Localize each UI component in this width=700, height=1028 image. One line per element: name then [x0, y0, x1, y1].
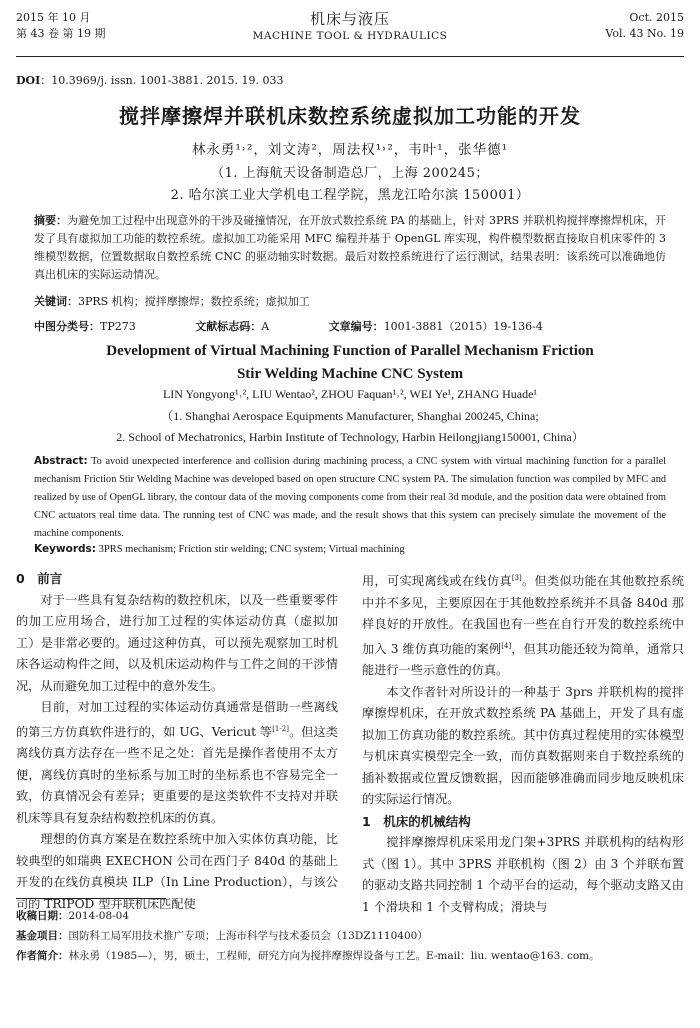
- classification-line: [34, 318, 599, 334]
- abstract-en-text: To avoid unexpected interference and collision during machining process, a CNC system with virtual machining function for a parallel mechanism Friction Stir Welding Machine was developed based on open structure CNC system PA. The simulation function was compiled by MFC and realized by use of OpenGL library, the contour data of the moving components come from their real 3d module, and the position data were obtained from CNC actuators real time data. The running test of CNC was made, and the result shows that this system can precisely simulate the movement of the machine components.: [34, 456, 667, 539]
- affiliation-en-2: 2. School of Mechatronics, Harbin Institute of Technology, Harbin Heilongjiang150001, China）: [116, 430, 584, 444]
- keywords-cn: [34, 293, 666, 311]
- paragraph: [362, 568, 684, 682]
- doi-value[interactable]: 10.3969/j. issn. 1001-3881. 2015. 19. 033: [51, 74, 284, 87]
- header-date: 2015 年 10 月: [16, 11, 91, 24]
- paper-title-cn: 搅拌摩擦焊并联机床数控系统虚拟加工功能的开发: [119, 104, 581, 128]
- header-center: [16, 10, 684, 44]
- doc-value: A: [261, 320, 270, 333]
- running-header: [16, 10, 684, 54]
- header-volume: 第 43 卷 第 19 期: [16, 27, 106, 40]
- keywords-en: [34, 543, 666, 555]
- citation-ref[interactable]: [1-2]: [272, 724, 289, 733]
- footnotes: [16, 906, 684, 966]
- paragraph: [16, 697, 338, 829]
- clc-value: TP273: [100, 320, 136, 333]
- paragraph-text: 用，可实现离线或在线仿真: [362, 574, 512, 589]
- citation-ref[interactable]: [4]: [501, 641, 512, 650]
- paper-title-en: [0, 340, 700, 386]
- doc-code: [195, 320, 297, 333]
- doi-line: DOI：10.3969/j. issn. 1001-3881. 2015. 19. 033: [16, 74, 284, 87]
- article-value: 1001-3881（2015）19-136-4: [383, 320, 543, 333]
- affiliation-cn-2: 2. 哈尔滨工业大学机电工程学院，黑龙江哈尔滨 150001）: [170, 188, 530, 203]
- paragraph: 理想的仿真方案是在数控系统中加入实体仿真功能，比较典型的如瑞典 EXECHON 公司在西门子 840d 的基础上开发的在线仿真模块 ILP（In Line Production），与该公司的 TRIPOD 型并联机床匹配使: [16, 832, 338, 911]
- received-value: 2014-08-04: [68, 910, 130, 922]
- paragraph: 本文作者针对所设计的一种基于 3prs 并联机构的搅拌摩擦焊机床，在开放式数控系统 PA 基础上，开发了具有虚拟加工仿真功能的数控系统。其中仿真过程使用的实体模型与机床真实模型完全一致，而仿真数据则来自于数控系统的插补数据或位置反馈数据，因而能够准确而同步地反映机床的实际运行情况。: [362, 684, 684, 807]
- affiliation-cn-1: （1. 上海航天设备制造总厂，上海 200245；: [211, 166, 489, 181]
- body-right-column: [362, 568, 684, 918]
- abstract-en: [34, 452, 666, 543]
- header-rule: [16, 56, 684, 57]
- affiliation-en-1: （1. Shanghai Aerospace Equipments Manufacturer, Shanghai 200245, China;: [161, 409, 539, 423]
- abstract-cn-text: 为避免加工过程中出现意外的干涉及碰撞情况，在开放式数控系统 PA 的基础上，针对 3PRS 并联机构搅拌摩擦焊机床，开发了具有虚拟加工功能的数控系统。虚拟加工功能采用 MFC 编程并基于 OpenGL 库实现，构件模型数据直接取自机床零件的 3 维模型数据，位置数据取自数控系统 CNC 的驱动轴实时数据。最后对数控系统进行了运行测试，结果表明：该系统可以准确地仿真出机床的实际运动情况。: [34, 214, 667, 281]
- keywords-cn-label: 关键词：: [34, 295, 78, 308]
- title-en-line-1: Development of Virtual Machining Function of Parallel Mechanism Friction: [106, 343, 594, 359]
- paragraph-text: 目前，对加工过程的实体运动仿真通常是借助一些离线的第三方仿真软件进行的，如 UG、Vericut 等: [16, 700, 338, 739]
- paragraph-text: 。但类似功能在其他数控系统中并不多见，主要原因在于其他数控系统并不具备 840d 那样良好的开放性。在我国也有一些在自行开发的数控系统中加入 3 维仿真功能的案例: [362, 574, 685, 656]
- clc-number: [34, 320, 164, 333]
- clc-label: 中图分类号：: [34, 320, 100, 333]
- fund-label: 基金项目：: [16, 930, 69, 942]
- authors-en: LIN Yongyong¹˒², LIU Wentao², ZHOU Faquan¹˒², WEI Ye¹, ZHANG Huade¹: [162, 387, 538, 401]
- header-right: [605, 10, 684, 42]
- doc-label: 文献标志码：: [195, 320, 262, 333]
- paragraph-text: 。但这类离线仿真方法存在一些不足之处：首先是操作者使用不太方便，离线仿真时的坐标系与加工时的坐标系也不容易完全一致，仿真情况会有差异；更重要的是这类软件不支持对并联机床等具有复杂结构数控机床的仿真。: [16, 724, 339, 825]
- received-label: 收稿日期：: [16, 910, 69, 922]
- citation-ref[interactable]: [3]: [511, 574, 522, 582]
- article-number: [329, 320, 571, 333]
- fund-value: 国防科工局军用技术推广专项；上海市科学与技术委员会（13DZ1110400）: [68, 930, 428, 942]
- abstract-en-label: Abstract:: [34, 455, 88, 467]
- footnote-author: [16, 946, 684, 966]
- abstract-cn-label: 摘要：: [34, 214, 68, 227]
- header-date-en: Oct. 2015: [629, 11, 684, 24]
- journal-name-cn: 机床与液压: [309, 10, 390, 28]
- footnote-rule: [16, 898, 166, 899]
- author-value: 林永勇（1985—），男，硕士，工程师，研究方向为搅拌摩擦焊设备与工艺。E-mail：liu. wentao@163. com。: [68, 950, 600, 962]
- footnote-received: [16, 906, 684, 926]
- section-heading-0: 0 前言: [16, 571, 63, 586]
- title-en-line-2: Stir Welding Machine CNC System: [236, 366, 464, 382]
- keywords-en-label: Keywords:: [34, 543, 96, 555]
- paragraph: 对于一些具有复杂结构的数控机床，以及一些重要零件的加工应用场合，进行加工过程的实体运动仿真（虚拟加工）是非常必要的。通过这种仿真，可以预先观察加工时机床各运动构件之间，以及机床运动构件与工件之间的干涉情况，从而避免加工过程中的意外发生。: [16, 592, 338, 693]
- section-heading-1: 1 机床的机械结构: [362, 813, 471, 829]
- authors-cn: 林永勇¹˒²，刘文涛²，周法权¹˒²，韦叶¹，张华德¹: [191, 142, 509, 158]
- paragraph: 搅拌摩擦焊机床采用龙门架+3PRS 并联机构的结构形式（图 1）。其中 3PRS 并联机构（图 2）由 3 个并联布置的驱动支路共同控制 1 个动平台的运动，每个驱动支路又由 1 个滑块和 1 个支臂构成；滑块与: [362, 835, 684, 914]
- paragraph-text: ，但其功能还较为简单，通常只能进行一些示意性的仿真。: [362, 641, 684, 678]
- keywords-cn-text: 3PRS 机构；搅拌摩擦焊；数控系统；虚拟加工: [78, 295, 310, 308]
- article-label: 文章编号：: [328, 320, 384, 333]
- keywords-en-text: 3PRS mechanism; Friction stir welding; CNC system; Virtual machining: [98, 544, 405, 555]
- body-left-column: [16, 568, 338, 915]
- header-volume-en: Vol. 43 No. 19: [605, 27, 684, 40]
- author-label: 作者简介：: [16, 950, 69, 962]
- footnote-fund: [16, 926, 684, 946]
- doi-label: DOI: [16, 74, 41, 87]
- journal-name-en: MACHINE TOOL & HYDRAULICS: [252, 30, 448, 42]
- abstract-cn: [34, 212, 666, 284]
